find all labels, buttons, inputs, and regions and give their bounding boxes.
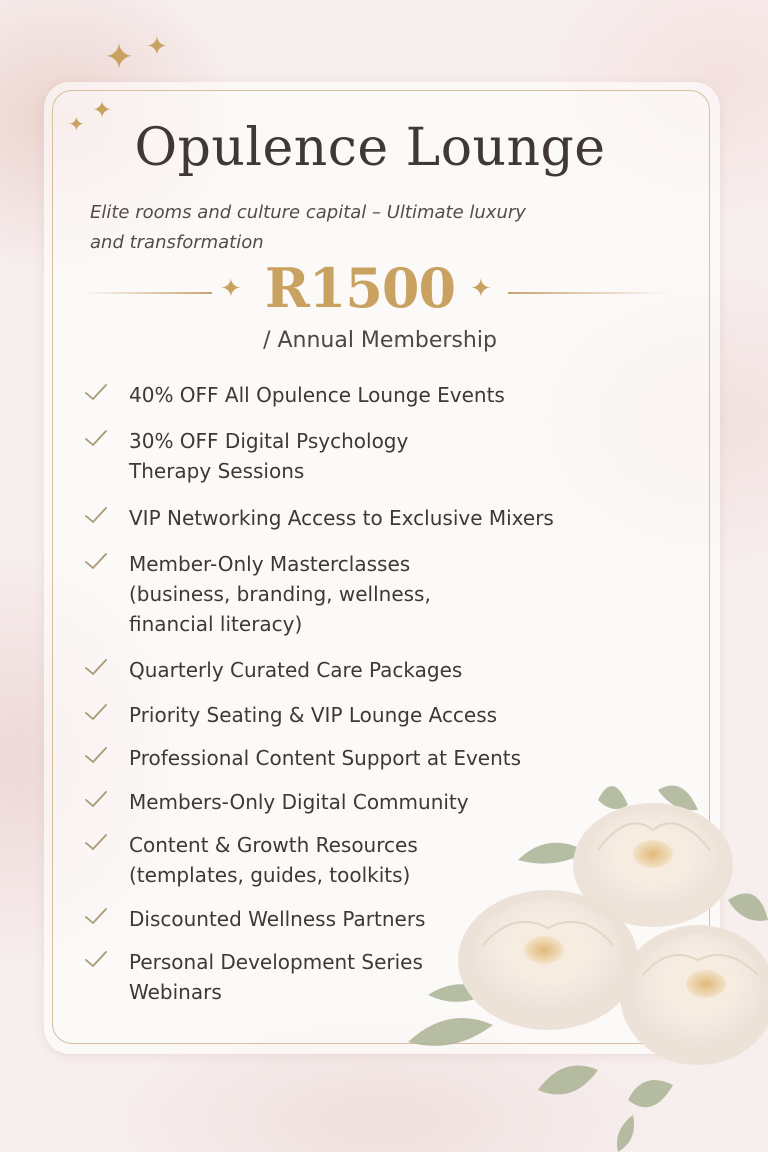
price-period: / Annual Membership <box>263 328 497 353</box>
check-icon <box>84 789 108 809</box>
benefit-label: Content & Growth Resources (templates, guides, toolkits) <box>129 833 418 887</box>
benefit-label: Professional Content Support at Events <box>129 746 522 770</box>
price-divider-right <box>508 292 668 294</box>
sparkle-icon: ✦ <box>146 32 168 62</box>
benefit-label: Member-Only Masterclasses (business, branding, wellness, financial literacy) <box>129 552 431 636</box>
check-icon <box>84 551 108 571</box>
check-icon <box>84 702 108 722</box>
benefit-label: Personal Development Series Webinars <box>129 950 423 1004</box>
check-icon <box>84 745 108 765</box>
check-icon <box>84 949 108 969</box>
peony-flowers-decoration <box>398 770 768 1152</box>
benefit-label: Members-Only Digital Community <box>129 790 469 814</box>
benefit-label: 30% OFF Digital Psychology Therapy Sessions <box>129 429 409 483</box>
sparkle-icon: ✦ <box>104 37 135 78</box>
subtitle: Elite rooms and culture capital – Ultimate luxury and transformation <box>90 202 526 253</box>
price: R1500 <box>264 256 456 320</box>
benefit-label: VIP Networking Access to Exclusive Mixers <box>129 506 554 530</box>
benefit-label: 40% OFF All Opulence Lounge Events <box>129 383 505 407</box>
check-icon <box>84 832 108 852</box>
price-divider-left <box>82 292 212 294</box>
check-icon <box>84 382 108 402</box>
sparkle-icon: ✦ <box>470 274 492 304</box>
check-icon <box>84 428 108 448</box>
sparkle-icon: ✦ <box>220 274 242 304</box>
benefit-label: Discounted Wellness Partners <box>129 907 426 931</box>
page-title: Opulence Lounge <box>134 118 606 178</box>
check-icon <box>84 505 108 525</box>
sparkle-icon: ✦ <box>68 112 85 136</box>
benefit-label: Quarterly Curated Care Packages <box>129 658 463 682</box>
benefit-label: Priority Seating & VIP Lounge Access <box>129 703 498 727</box>
check-icon <box>84 906 108 926</box>
check-icon <box>84 657 108 677</box>
sparkle-icon: ✦ <box>92 96 113 124</box>
